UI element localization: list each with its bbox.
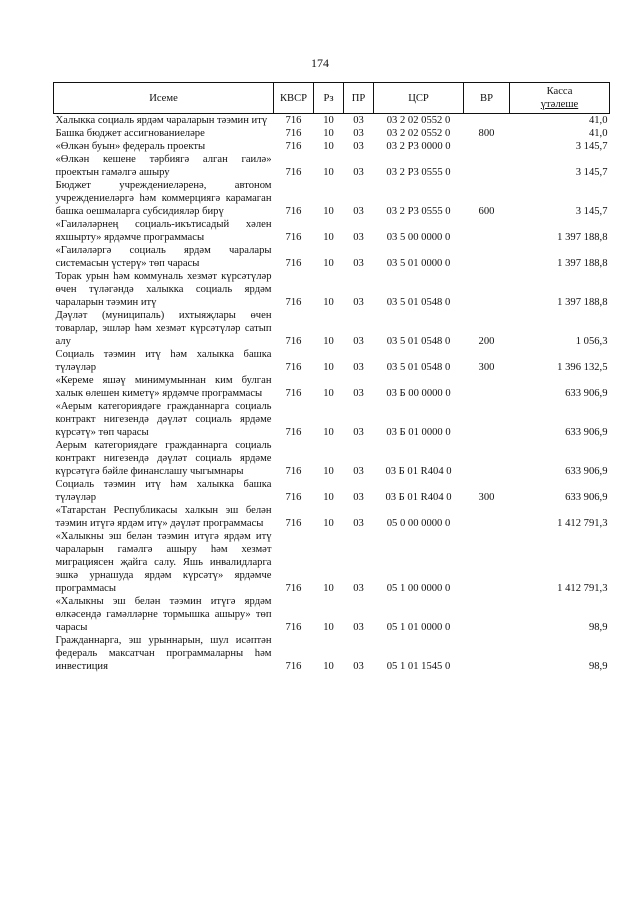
- cell-kvsr: 716: [285, 115, 302, 126]
- cell-vr: [464, 595, 510, 634]
- cell-name: «Аерым категориядәге гражданнарга социаль контракт нигезендә дәүләт социаль ярдәме күрсәтү» төп чарасы: [55, 401, 272, 438]
- cell-kvsr: 716: [285, 206, 302, 217]
- cell-pr: 03: [353, 141, 364, 152]
- table-row: [54, 634, 610, 673]
- table-row: [54, 595, 610, 634]
- cell-amount: 1 396 132,5: [557, 362, 608, 373]
- cell-rz: 10: [323, 492, 334, 503]
- cell-pr: 03: [353, 518, 364, 529]
- cell-kvsr: 716: [285, 492, 302, 503]
- cell-name: Торак урын һәм коммуналь хезмәт күрсәтүләр өчен түләгәндә халыкка социаль ярдәм чараларын тәэмин итү: [55, 271, 272, 308]
- cell-rz: 10: [323, 115, 334, 126]
- cell-name: «Өлкән буын» федераль проекты: [55, 141, 206, 152]
- cell-tsr: 03 5 01 0548 0: [386, 336, 451, 347]
- cell-rz: 10: [323, 258, 334, 269]
- cell-rz: 10: [323, 466, 334, 477]
- cell-pr: 03: [353, 583, 364, 594]
- col-header-kassa-line2: үтәлеше: [540, 99, 579, 110]
- cell-amount: 1 397 188,8: [557, 232, 608, 243]
- cell-pr: 03: [353, 297, 364, 308]
- cell-name: «Халыкны эш белән тәэмин итүгә ярдәм өлкәсендә гамәлләрне тормышка ашыру» төп чарасы: [55, 596, 272, 633]
- cell-pr: 03: [353, 167, 364, 178]
- cell-name: Социаль тәэмин итү һәм халыкка башка түләүләр: [55, 479, 272, 503]
- cell-rz: 10: [323, 427, 334, 438]
- cell-tsr: 03 2 02 0552 0: [386, 128, 451, 139]
- table-row: [54, 530, 610, 595]
- cell-amount: 3 145,7: [575, 167, 608, 178]
- cell-name: «Кереме яшәү минимумыннан ким булган халык өлешен киметү» ярдәмче программасы: [55, 375, 272, 399]
- cell-rz: 10: [323, 206, 334, 217]
- table-row: [54, 270, 610, 309]
- cell-pr: 03: [353, 427, 364, 438]
- cell-tsr: 03 2 P3 0000 0: [386, 141, 451, 152]
- table-row: [54, 153, 610, 179]
- cell-rz: 10: [323, 336, 334, 347]
- cell-amount: 41,0: [588, 115, 608, 126]
- cell-name: Бюджет учреждениеләренә, автоном учреждениеләргә һәм коммерциягә карамаган башка оешмаларга субсидияләр бирү: [55, 180, 272, 217]
- cell-name: Гражданнарга, эш урыннарын, шул исәптән федераль максатчан программаларны һәм инвестиция: [55, 635, 272, 672]
- cell-name: «Татарстан Республикасы халкын эш белән тәэмин итүгә ярдәм итү» дәүләт программасы: [55, 505, 272, 529]
- col-header-pr: ПР: [344, 83, 374, 114]
- cell-pr: 03: [353, 362, 364, 373]
- cell-pr: 03: [353, 336, 364, 347]
- cell-tsr: 03 Б 00 0000 0: [386, 388, 451, 399]
- cell-vr: [464, 504, 510, 530]
- table-row: [54, 244, 610, 270]
- cell-rz: 10: [323, 141, 334, 152]
- col-header-kassa-line1: Касса: [546, 86, 573, 97]
- cell-rz: 10: [323, 362, 334, 373]
- cell-amount: 98,9: [588, 622, 608, 633]
- cell-rz: 10: [323, 128, 334, 139]
- cell-tsr: 03 Б 01 R404 0: [385, 466, 452, 477]
- cell-rz: 10: [323, 167, 334, 178]
- cell-vr: 800: [478, 128, 495, 139]
- cell-pr: 03: [353, 232, 364, 243]
- cell-rz: 10: [323, 232, 334, 243]
- cell-amount: 3 145,7: [575, 206, 608, 217]
- table-row: [54, 140, 610, 153]
- cell-vr: 300: [478, 492, 495, 503]
- col-header-kvsr: КВСР: [274, 83, 314, 114]
- cell-kvsr: 716: [285, 141, 302, 152]
- cell-tsr: 05 1 00 0000 0: [386, 583, 451, 594]
- cell-vr: [464, 374, 510, 400]
- cell-amount: 41,0: [588, 128, 608, 139]
- cell-amount: 98,9: [588, 661, 608, 672]
- cell-pr: 03: [353, 492, 364, 503]
- cell-kvsr: 716: [285, 622, 302, 633]
- cell-tsr: 03 5 01 0548 0: [386, 297, 451, 308]
- cell-pr: 03: [353, 115, 364, 126]
- cell-amount: 633 906,9: [565, 466, 608, 477]
- cell-vr: 300: [478, 362, 495, 373]
- cell-amount: 3 145,7: [575, 141, 608, 152]
- cell-vr: [464, 153, 510, 179]
- cell-name: Аерым категориядәге гражданнарга социаль контракт нигезендә дәүләт социаль ярдәме күрсәтүгә бәйле финанслашу чыгымнары: [55, 440, 272, 477]
- cell-name: «Халыкны эш белән тәэмин итүгә ярдәм итү чараларын гамәлгә ашыру һәм хезмәт миграциясен җайга салу. Яшь инвалидларга эшкә урнашуда ярдәм күрсәтү» ярдәмче программасы: [55, 531, 272, 594]
- page-number: 174: [311, 56, 329, 70]
- cell-vr: 200: [478, 336, 495, 347]
- cell-amount: 1 397 188,8: [557, 258, 608, 269]
- cell-vr: [464, 400, 510, 439]
- cell-tsr: 03 2 P3 0555 0: [386, 206, 451, 217]
- cell-kvsr: 716: [285, 336, 302, 347]
- cell-name: «Гаиләләрнең социаль-икътисадый хәлен яхшырту» ярдәмче программасы: [55, 219, 272, 243]
- cell-pr: 03: [353, 128, 364, 139]
- cell-kvsr: 716: [285, 232, 302, 243]
- table-header-row: [54, 83, 610, 114]
- cell-amount: 1 412 791,3: [557, 583, 608, 594]
- cell-tsr: 03 5 00 0000 0: [386, 232, 451, 243]
- cell-tsr: 03 5 01 0000 0: [386, 258, 451, 269]
- cell-kvsr: 716: [285, 128, 302, 139]
- table-row: [54, 348, 610, 374]
- cell-amount: 633 906,9: [565, 388, 608, 399]
- table-row: [54, 218, 610, 244]
- cell-rz: 10: [323, 388, 334, 399]
- cell-pr: 03: [353, 466, 364, 477]
- cell-name: Башка бюджет ассигнованиеләре: [55, 128, 205, 139]
- table-row: [54, 374, 610, 400]
- cell-kvsr: 716: [285, 427, 302, 438]
- cell-rz: 10: [323, 297, 334, 308]
- cell-name: Халыкка социаль ярдәм чараларын тәэмин итү: [55, 115, 268, 126]
- cell-tsr: 05 1 01 0000 0: [386, 622, 451, 633]
- cell-vr: [464, 270, 510, 309]
- cell-pr: 03: [353, 622, 364, 633]
- cell-kvsr: 716: [285, 661, 302, 672]
- table-row: [54, 400, 610, 439]
- table-row: [54, 127, 610, 140]
- cell-vr: [464, 439, 510, 478]
- col-header-name: Исеме: [54, 83, 274, 114]
- cell-kvsr: 716: [285, 466, 302, 477]
- cell-tsr: 03 2 P3 0555 0: [386, 167, 451, 178]
- cell-kvsr: 716: [285, 518, 302, 529]
- cell-rz: 10: [323, 583, 334, 594]
- cell-rz: 10: [323, 518, 334, 529]
- col-header-kassa: [510, 83, 610, 114]
- cell-pr: 03: [353, 206, 364, 217]
- cell-name: «Өлкән кешене тәрбиягә алган гаилә» проектын гамәлгә ашыру: [55, 154, 272, 178]
- cell-tsr: 03 2 02 0552 0: [386, 115, 451, 126]
- cell-kvsr: 716: [285, 583, 302, 594]
- table-row: [54, 309, 610, 348]
- cell-tsr: 03 Б 01 R404 0: [385, 492, 452, 503]
- cell-kvsr: 716: [285, 362, 302, 373]
- cell-name: Социаль тәэмин итү һәм халыкка башка түләүләр: [55, 349, 272, 373]
- table-row: [54, 478, 610, 504]
- cell-kvsr: 716: [285, 388, 302, 399]
- cell-tsr: 05 1 01 1545 0: [386, 661, 451, 672]
- cell-amount: 1 412 791,3: [557, 518, 608, 529]
- cell-amount: 1 056,3: [575, 336, 608, 347]
- cell-rz: 10: [323, 661, 334, 672]
- cell-vr: [464, 218, 510, 244]
- cell-tsr: 05 0 00 0000 0: [386, 518, 451, 529]
- cell-amount: 633 906,9: [565, 427, 608, 438]
- table-row: [54, 179, 610, 218]
- cell-tsr: 03 Б 01 0000 0: [386, 427, 451, 438]
- col-header-vr: ВР: [464, 83, 510, 114]
- cell-vr: [464, 114, 510, 128]
- table-row: [54, 114, 610, 128]
- cell-tsr: 03 5 01 0548 0: [386, 362, 451, 373]
- cell-amount: 1 397 188,8: [557, 297, 608, 308]
- cell-kvsr: 716: [285, 297, 302, 308]
- col-header-rz: Рз: [314, 83, 344, 114]
- cell-amount: 633 906,9: [565, 492, 608, 503]
- cell-vr: [464, 530, 510, 595]
- cell-vr: [464, 244, 510, 270]
- table-row: [54, 504, 610, 530]
- cell-vr: [464, 140, 510, 153]
- cell-vr: [464, 634, 510, 673]
- cell-pr: 03: [353, 661, 364, 672]
- cell-pr: 03: [353, 258, 364, 269]
- cell-kvsr: 716: [285, 258, 302, 269]
- cell-pr: 03: [353, 388, 364, 399]
- cell-rz: 10: [323, 622, 334, 633]
- table-row: [54, 439, 610, 478]
- budget-table: [53, 82, 610, 673]
- cell-name: «Гаиләләргә социаль ярдәм чаралары системасын үстерү» төп чарасы: [55, 245, 272, 269]
- cell-vr: 600: [478, 206, 495, 217]
- col-header-tsr: ЦСР: [374, 83, 464, 114]
- cell-name: Дәүләт (муниципаль) ихтыяҗлары өчен товарлар, эшләр һәм хезмәт күрсәтүләр сатып алу: [55, 310, 272, 347]
- cell-kvsr: 716: [285, 167, 302, 178]
